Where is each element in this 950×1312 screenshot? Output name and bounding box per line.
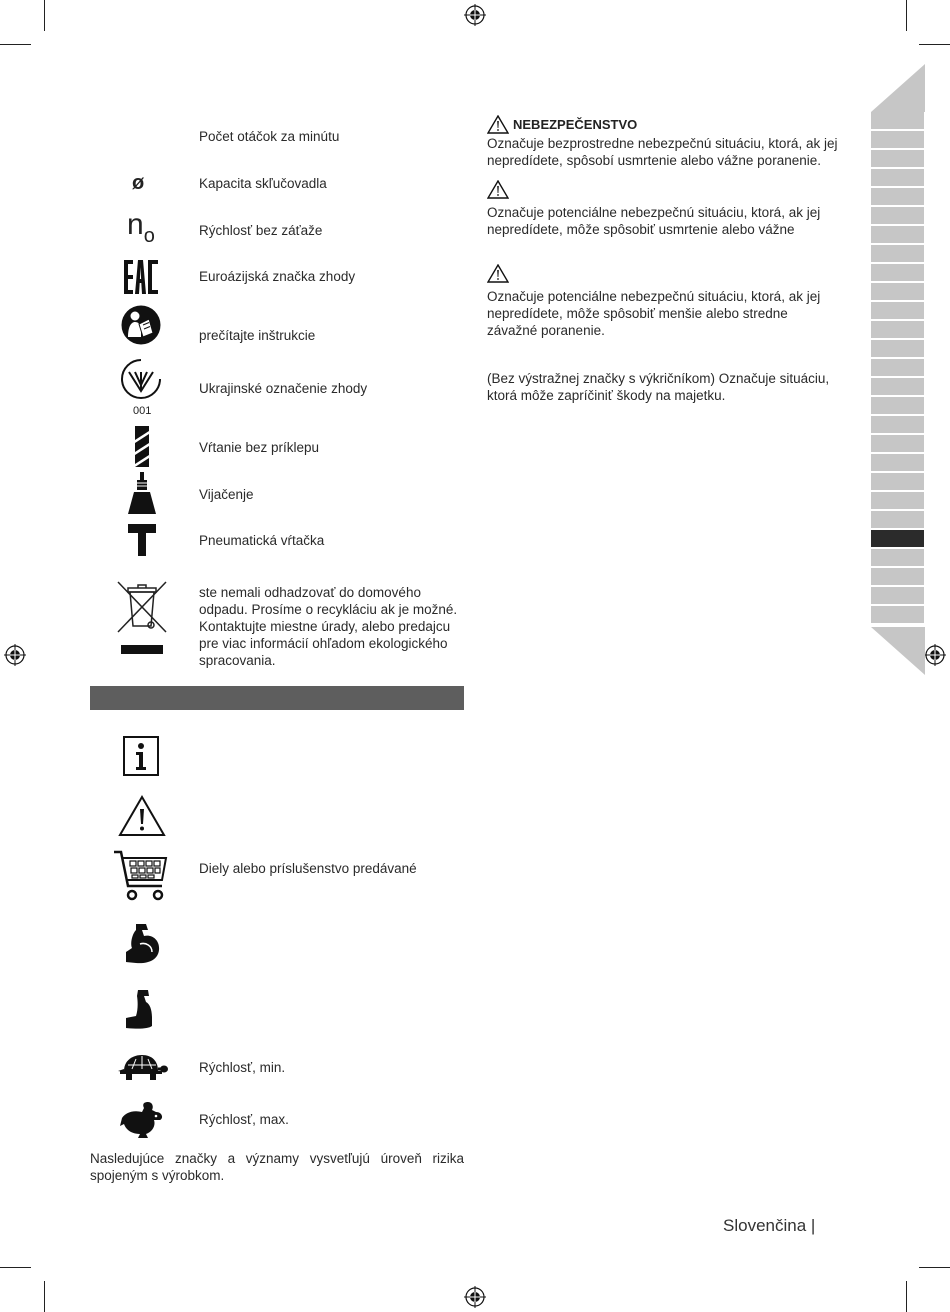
language-tab: [871, 454, 924, 473]
crop-mark: [44, 0, 45, 31]
language-tab: [871, 397, 924, 416]
language-tab: [871, 606, 924, 625]
caution-block: [487, 264, 867, 339]
crop-mark: [0, 1267, 31, 1268]
screwdriving-icon: [126, 472, 158, 514]
drill-bit-icon: [132, 426, 152, 468]
crop-mark: [919, 44, 950, 45]
symbol-label: Počet otáčok za minútu: [199, 129, 340, 144]
warning-text: (Bez výstražnej značky s výkričníkom) Označuje situáciu, ktorá môže zapríčiniť škody na majetku.: [487, 371, 830, 403]
no-load-speed-subscript: o: [143, 225, 155, 247]
language-tab: [871, 511, 924, 530]
registration-mark-icon: [924, 644, 946, 666]
info-icon: [123, 736, 159, 776]
eac-mark-icon: [123, 259, 159, 295]
language-tab: [871, 207, 924, 226]
language-tab: [871, 302, 924, 321]
symbol-label: Diely alebo príslušenstvo predávané: [199, 861, 417, 876]
language-tab: [871, 264, 924, 283]
language-tab: [871, 283, 924, 302]
page-footer-language: Slovenčina |: [723, 1216, 816, 1235]
notice-block: [487, 370, 867, 404]
language-tab: [871, 378, 924, 397]
language-tab: [871, 492, 924, 511]
language-tab: [871, 549, 924, 568]
language-tab: [871, 169, 924, 188]
symbol-label: Rýchlosť, max.: [199, 1112, 289, 1127]
language-tab: [871, 131, 924, 150]
language-tab-active: [871, 530, 924, 549]
registration-mark-icon: [464, 1286, 486, 1308]
language-tab: [871, 473, 924, 492]
symbol-label: Kapacita skľučovadla: [199, 176, 327, 191]
hammer-drill-icon: [128, 524, 156, 556]
language-tab: [871, 435, 924, 454]
language-tabs: [871, 112, 924, 625]
read-manual-icon: [121, 305, 161, 345]
weee-bin-icon: [116, 580, 168, 656]
symbol-label: Euroázijská značka zhody: [199, 269, 356, 284]
crop-mark: [44, 1281, 45, 1312]
language-tab: [871, 587, 924, 606]
symbol-label: Vŕtanie bez príklepu: [199, 440, 320, 455]
weak-arm-icon: [122, 988, 162, 1030]
registration-mark-icon: [464, 4, 486, 26]
language-tab: [871, 112, 924, 131]
warning-text: Označuje bezprostredne nebezpečnú situáciu, ktorá, ak jej nepredídete, spôsobí usmrtenie alebo vážne poranenie.: [487, 136, 838, 168]
language-tab: [871, 245, 924, 264]
language-tab: [871, 150, 924, 169]
symbol-label: Pneumatická vŕtačka: [199, 533, 325, 548]
warning-text: Označuje potenciálne nebezpečnú situáciu, ktorá, ak jej nepredídete, môže spôsobiť usmrtenie alebo vážne: [487, 205, 821, 237]
language-tab: [871, 321, 924, 340]
danger-block: [487, 115, 867, 169]
symbol-label: ste nemali odhadzovať do domového odpadu. Prosíme o recykláciu ak je možné. Kontaktujte miestne úrady, alebo predajcu pre viac informácií ohľadom ekologického spracovania.: [199, 585, 458, 668]
symbol-label: prečítajte inštrukcie: [199, 328, 316, 343]
warning-block: [487, 180, 867, 238]
warning-triangle-icon: [118, 795, 166, 837]
warning-triangle-icon: [487, 180, 509, 199]
ukraine-conformity-icon: [120, 358, 162, 402]
rabbit-icon: [118, 1100, 164, 1140]
crop-mark: [906, 1281, 907, 1312]
language-tab: [871, 340, 924, 359]
symbol-label: Ukrajinské označenie zhody: [199, 381, 368, 396]
registration-mark-icon: [4, 644, 26, 666]
warning-triangle-icon: [487, 115, 509, 134]
crop-mark: [919, 1267, 950, 1268]
crop-mark: [0, 44, 31, 45]
crop-mark: [906, 0, 907, 31]
turtle-icon: [116, 1053, 168, 1081]
no-load-speed-symbol: n: [127, 208, 144, 241]
warning-title: NEBEZPEČENSTVO: [513, 117, 638, 132]
strong-arm-icon: [122, 922, 162, 964]
language-tab: [871, 568, 924, 587]
symbol-label: Vijačenje: [199, 487, 254, 502]
warning-text: Označuje potenciálne nebezpečnú situáciu, ktorá, ak jej nepredídete, môže spôsobiť menšie alebo stredne závažné poranenie.: [487, 289, 821, 338]
ukraine-conformity-code: 001: [133, 405, 152, 417]
tab-bottom-triangle: [871, 627, 925, 675]
section-header-bar: [90, 686, 464, 710]
language-tab: [871, 416, 924, 435]
warning-triangle-icon: [487, 264, 509, 283]
language-tab: [871, 226, 924, 245]
language-tab: [871, 188, 924, 207]
shopping-cart-icon: [112, 848, 170, 904]
language-tab: [871, 359, 924, 378]
symbol-label: Rýchlosť, min.: [199, 1060, 286, 1075]
no-load-speed-icon: [127, 210, 155, 251]
risk-intro-paragraph: Nasledujúce značky a významy vysvetľujú úroveň rizika spojeným s výrobkom.: [90, 1151, 464, 1183]
diameter-icon: ø: [132, 172, 145, 194]
symbol-label: Rýchlosť bez záťaže: [199, 223, 323, 238]
tab-top-triangle: [871, 64, 925, 112]
